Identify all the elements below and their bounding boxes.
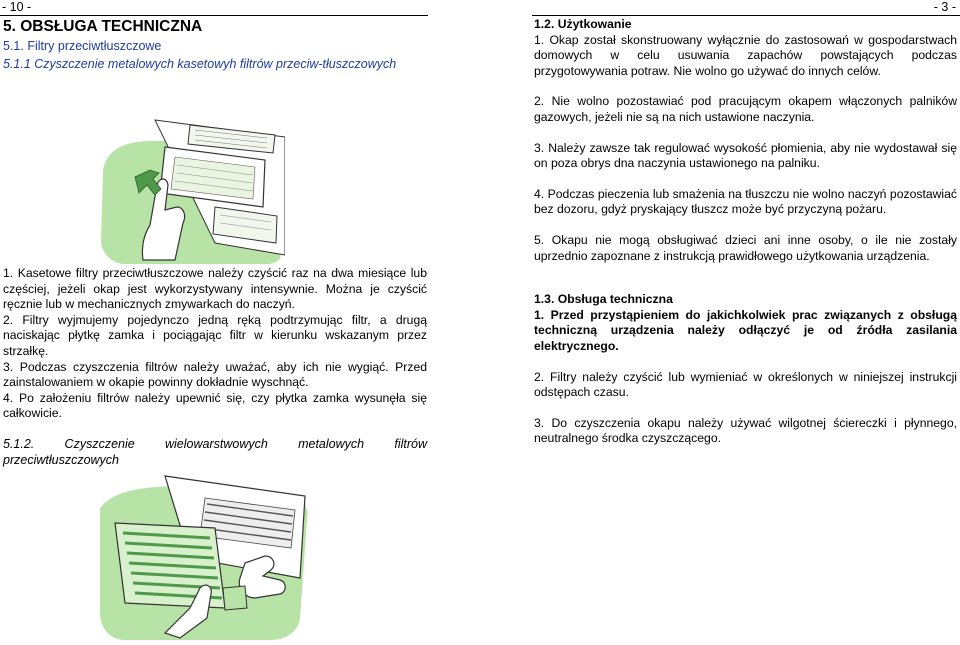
usage-heading: 1.2. Użytkowanie — [534, 17, 632, 31]
usage-item-3: 3. Należy zawsze tak regulować wysokość płomienia, aby nie wydostawał się on poza obrys dna naczynia ustawionego na palniku. — [534, 140, 957, 171]
multilayer-filter-illustration — [95, 468, 310, 645]
right-column — [534, 17, 957, 447]
page-number-right: - 3 - — [933, 0, 956, 14]
spacer — [534, 401, 957, 416]
spacer — [534, 172, 957, 187]
header-rule-right — [532, 15, 960, 16]
usage-item-5: 5. Okapu nie mogą obsługiwać dzieci ani inne osoby, o ile nie zostały uprzednio zapoznane z instrukcją prawidłowego użytkowania urządzenia. — [534, 232, 957, 263]
header-rule-left — [0, 15, 428, 16]
spacer — [534, 355, 957, 370]
spacer — [534, 79, 957, 94]
cassette-filter-removal-illustration — [95, 115, 285, 265]
maint-item-2: 2. Filtry należy czyścić lub wymieniać w określonych w niniejszej instrukcji odstępach czasu. — [534, 369, 957, 400]
left-column-header — [3, 17, 427, 72]
spacer — [534, 264, 957, 292]
page-number-left: - 10 - — [2, 0, 32, 14]
left-column-body — [3, 266, 427, 468]
spacer — [534, 218, 957, 233]
subsection-title: 5.1. Filtry przeciwtłuszczowe — [3, 39, 162, 53]
usage-item-1: 1. Okap został skonstruowany wyłącznie do zastosowań w gospodarstwach domowych w celu usuwania zapachów powstających podczas przygotowywania potraw. Nie wolno go używać do innych celów. — [534, 32, 957, 78]
subsection-2-title: 5.1.2. Czyszczenie wielowarstwowych metalowych filtrów przeciwtłuszczowych — [3, 436, 427, 467]
spacer — [534, 126, 957, 141]
usage-item-2: 2. Nie wolno pozostawiać pod pracującym okapem włączonych palników gazowych, jeżeli nie są na nich ustawione naczynia. — [534, 94, 957, 124]
subsubsection-title: 5.1.1 Czyszczenie metalowych kasetowyh filtrów przeciw-tłuszczowych — [3, 57, 397, 71]
maint-item-1: 1. Przed przystąpieniem do jakichkolwiek prac związanych z obsługą techniczną urządzenia należy odłączyć je od źródła zasilania elektrycznego. — [534, 307, 957, 353]
left-item-3: 3. Podczas czyszczenia filtrów należy uważać, aby ich nie wygiąć. Przed zainstalowaniem w okapie powinny dokładnie wyschnąć. — [3, 359, 427, 390]
left-item-1: 1. Kasetowe filtry przeciwtłuszczowe należy czyścić raz na dwa miesiące lub częściej, jeżeli okap jest wykorzystywany intensywnie. Można je czyścić ręcznie lub w mechanicznych zmywarkach do naczyń. — [3, 266, 427, 312]
usage-item-4: 4. Podczas pieczenia lub smażenia na tłuszczu nie wolno naczyń pozostawiać bez dozoru, gdyż pryskający tłuszcz może być przyczyną pożaru. — [534, 186, 957, 217]
maintenance-heading: 1.3. Obsługa techniczna — [534, 292, 673, 307]
section-title: 5. OBSŁUGA TECHNICZNA — [3, 18, 203, 35]
left-item-4: 4. Po założeniu filtrów należy upewnić się, czy płytka zamka wysunęła się całkowicie. — [3, 390, 427, 421]
spacer — [3, 422, 427, 437]
left-item-2: 2. Filtry wyjmujemy pojedynczo jedną ręką podtrzymując filtr, a drugą naciskając płytkę zamka i pociągając filtr w kierunku wskazanym przez strzałkę. — [3, 312, 427, 358]
maint-item-3: 3. Do czyszczenia okapu należy używać wilgotnej ściereczki i płynnego, neutralnego środka czyszczącego. — [534, 415, 957, 446]
